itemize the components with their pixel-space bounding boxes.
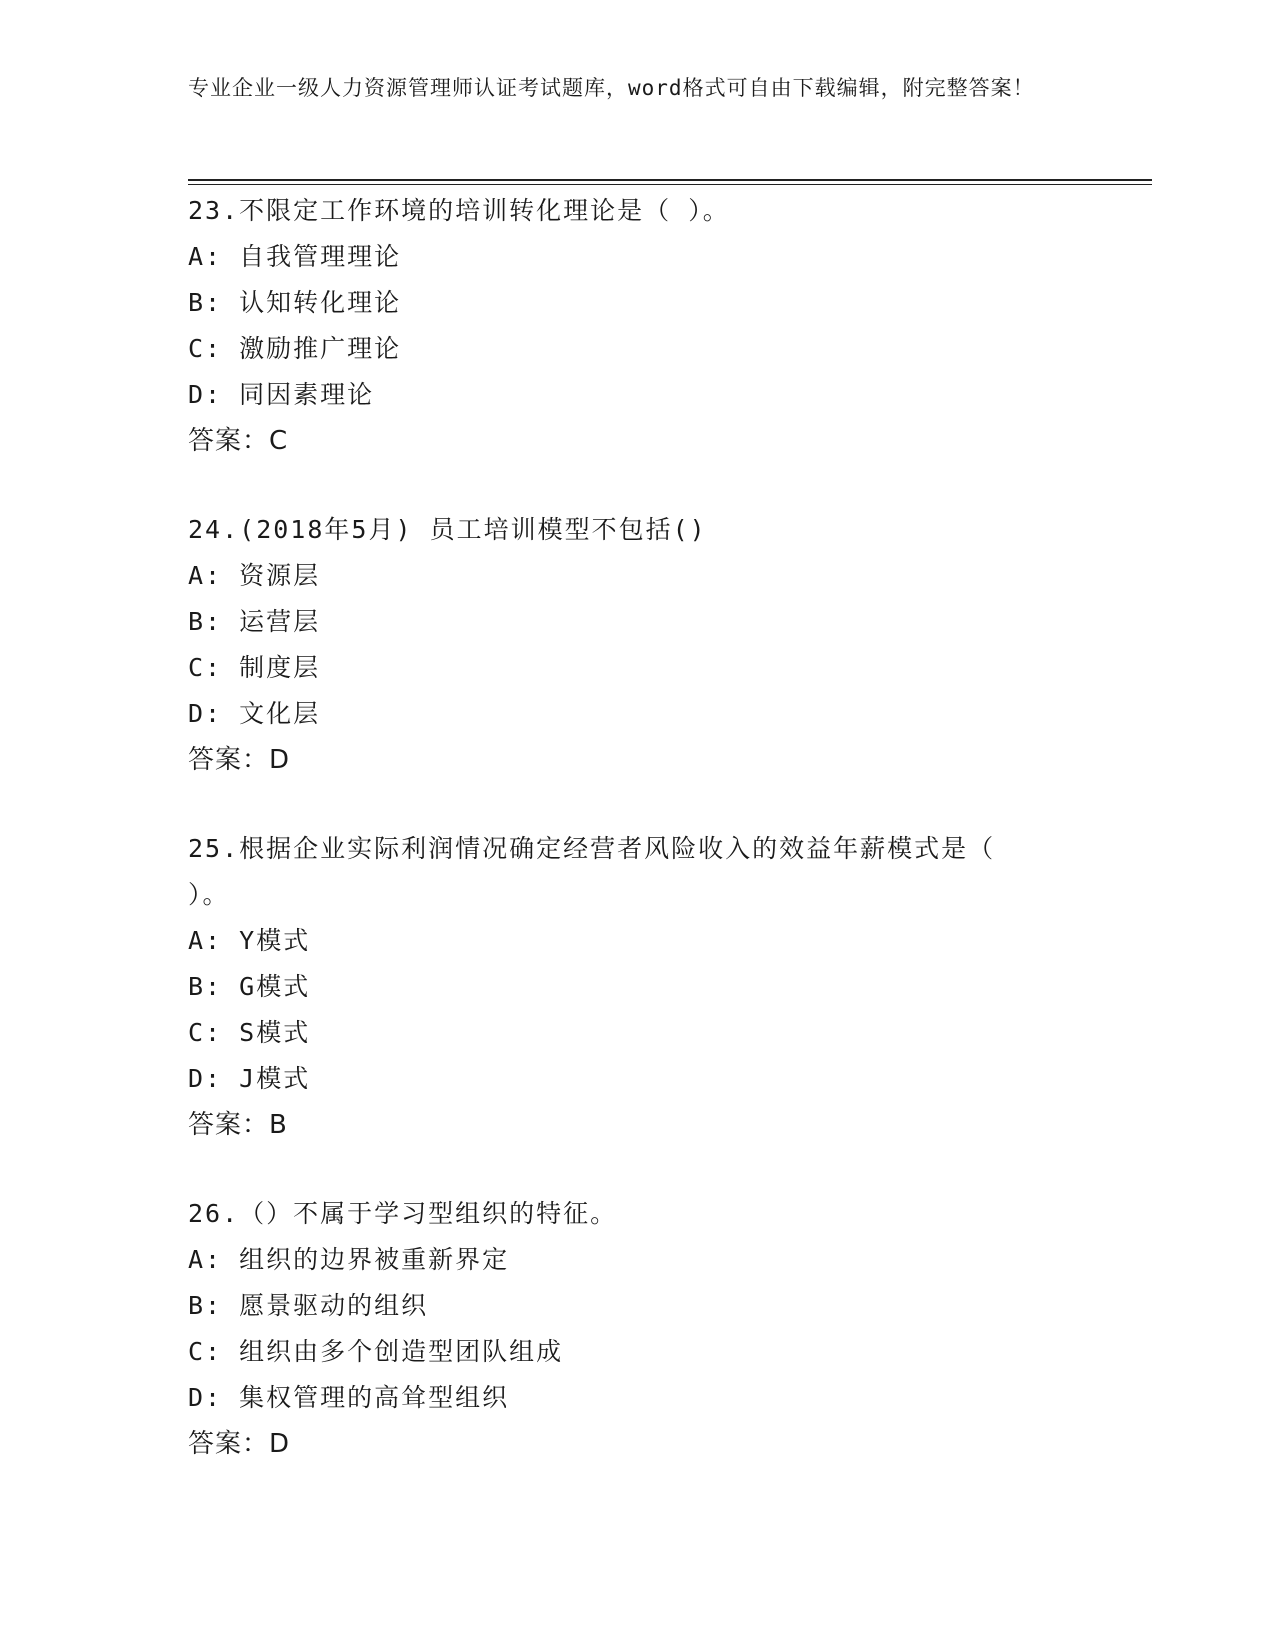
option-c: C: 组织由多个创造型团队组成 xyxy=(188,1337,564,1366)
question-stem: 25.根据企业实际利润情况确定经营者风险收入的效益年薪模式是（ ）。 xyxy=(188,834,996,909)
question-24 xyxy=(188,507,1088,783)
option-c: C: 激励推广理论 xyxy=(188,334,402,363)
answer-text: 答案：B xyxy=(188,1110,288,1140)
option-d: D: 集权管理的高耸型组织 xyxy=(188,1383,510,1412)
option-d: D: 同因素理论 xyxy=(188,380,375,409)
option-a: A: 自我管理理论 xyxy=(188,242,402,271)
option-d: D: J模式 xyxy=(188,1064,311,1093)
question-25 xyxy=(188,826,1088,1148)
option-b: B: 运营层 xyxy=(188,607,321,636)
question-stem: 23.不限定工作环境的培训转化理论是（ ）。 xyxy=(188,196,730,225)
option-a: A: 资源层 xyxy=(188,561,321,590)
document-header: 专业企业一级人力资源管理师认证考试题库，word格式可自由下载编辑，附完整答案！ xyxy=(188,76,1035,100)
answer-text: 答案：D xyxy=(188,745,291,775)
option-a: A: 组织的边界被重新界定 xyxy=(188,1245,510,1274)
question-26 xyxy=(188,1191,1088,1467)
option-c: C: S模式 xyxy=(188,1018,311,1047)
question-stem: 26.（）不属于学习型组织的特征。 xyxy=(188,1199,618,1228)
option-d: D: 文化层 xyxy=(188,699,321,728)
option-c: C: 制度层 xyxy=(188,653,321,682)
option-b: B: 认知转化理论 xyxy=(188,288,402,317)
question-23 xyxy=(188,188,1088,464)
option-b: B: 愿景驱动的组织 xyxy=(188,1291,429,1320)
option-b: B: G模式 xyxy=(188,972,311,1001)
answer-text: 答案：D xyxy=(188,1429,291,1459)
answer-text: 答案：C xyxy=(188,426,289,456)
header-divider xyxy=(188,179,1152,185)
question-stem: 24.(2018年5月) 员工培训模型不包括() xyxy=(188,515,707,544)
option-a: A: Y模式 xyxy=(188,926,311,955)
